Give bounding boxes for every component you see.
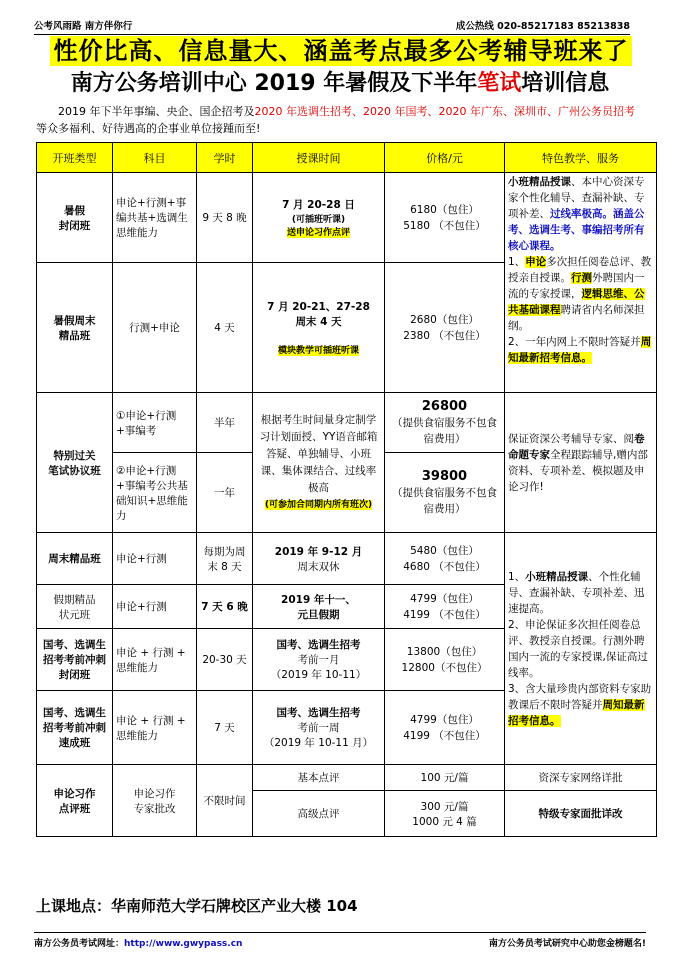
cell-time <box>253 393 385 533</box>
col-header-feature: 特色教学、服务 <box>505 143 657 173</box>
table-row <box>37 533 657 585</box>
cell-subject: ①申论+行测+事编考 <box>113 393 197 453</box>
feature-text: 周知最新招考信息。 <box>508 698 645 727</box>
col-header-price: 价格/元 <box>385 143 505 173</box>
time-highlight: (可参加合同期内所有班次) <box>264 499 373 510</box>
cell-price <box>385 629 505 691</box>
cell-time <box>253 585 385 629</box>
cell-feature-1 <box>505 173 657 393</box>
cell-time <box>253 629 385 691</box>
time-line: 国考、选调生招考 <box>276 707 361 719</box>
cell-feature-3 <box>505 533 657 765</box>
time-line: 元旦假期 <box>297 608 340 621</box>
time-line: （2019 年 10-11 月） <box>263 737 374 749</box>
feature-text: 2、申论保证多次担任阅卷总评、教授亲自授课。行测外聘国内一流的专家授课,保证高过线率。 <box>508 618 648 679</box>
title-pre: 南方公务培训中心 2019 年暑假及下半年 <box>70 71 478 96</box>
price-line: 4199 （不包住） <box>403 608 486 621</box>
time-line: 周末双休 <box>297 560 340 573</box>
price-line: 5480（包住） <box>410 544 479 557</box>
time-line: 考前一周 <box>297 722 340 734</box>
course-table <box>36 142 657 837</box>
cell-feature-2 <box>505 393 657 533</box>
feature-text: 逻辑思维、公共基础课程 <box>508 288 645 316</box>
intro-c: 等众多福利、好待遇高的企事业单位接踵而至! <box>36 122 261 135</box>
cell-subject: 申论习作 专家批改 <box>113 765 197 837</box>
cell-feature: 特级专家面批详改 <box>505 791 657 837</box>
price-line: 4799（包住） <box>410 713 479 726</box>
cell-subject: ②申论+行测+事编考公共基础知识+思维能力 <box>113 453 197 533</box>
cell-hours: 一年 <box>197 453 253 533</box>
table-row <box>37 173 657 263</box>
cell-type: 暑假 封闭班 <box>37 173 113 263</box>
time-line: 国考、选调生招考 <box>276 639 361 651</box>
feature-text: 保证资深公考辅导专家、阅 <box>508 432 634 445</box>
page-title <box>40 69 640 99</box>
price-line: 5180 （不包住） <box>403 219 486 232</box>
cell-price <box>385 691 505 765</box>
table-row <box>37 393 657 453</box>
cell-time <box>253 173 385 263</box>
feature-text: 3、含大量珍贵内部资料专家助教课后不限时答疑并 <box>508 682 652 711</box>
cell-hours: 9 天 8 晚 <box>197 173 253 263</box>
time-line: （2019 年 10-11） <box>270 669 367 681</box>
col-header-type: 开班类型 <box>37 143 113 173</box>
intro-a: 2019 年下半年事编、央企、国企招考及 <box>58 105 255 118</box>
time-line: 考前一月 <box>297 654 340 666</box>
header-left: 公考风雨路 南方伴你行 <box>34 21 133 32</box>
intro-text <box>36 103 644 137</box>
cell-subject: 申论+行测 <box>113 585 197 629</box>
time-line: 7 月 20-28 日 <box>282 199 355 211</box>
cell-price <box>385 173 505 263</box>
table-row <box>37 765 657 791</box>
feature-text: 行测 <box>571 272 592 284</box>
price-line: 2680（包住） <box>410 313 479 326</box>
price-line: 12800（不包住） <box>401 661 488 674</box>
time-line: 根据考生时间量身定制学习计划面授、YY语音邮箱答疑、单独辅导、小班课、集体课结合、过线率极高 <box>259 413 378 494</box>
cell-subject: 申论+行测 <box>113 533 197 585</box>
cell-type: 假期精品 状元班 <box>37 585 113 629</box>
page-footer <box>34 932 646 949</box>
class-location: 上课地点：华南师范大学石牌校区产业大楼 104 <box>36 897 358 915</box>
price-big: 39800 <box>421 468 468 484</box>
feature-text: 聘请省内名师深担纲。 <box>508 304 645 332</box>
cell-time <box>253 691 385 765</box>
time-line: 周末 4 天 <box>295 316 342 328</box>
feature-text: 外聘国内一流的专家授课， <box>508 272 645 300</box>
cell-hours: 7 天 <box>197 691 253 765</box>
time-highlight: 送申论习作点评 <box>286 228 350 238</box>
cell-price: 100 元/篇 <box>385 765 505 791</box>
time-highlight: 模块教学可插班听课 <box>277 346 359 356</box>
feature-text: 2、一年内网上不限时答疑并 <box>508 336 641 348</box>
cell-type: 国考、选调生招考考前冲刺封闭班 <box>37 629 113 691</box>
cell-price <box>385 585 505 629</box>
banner: 性价比高、信息量大、涵盖考点最多公考辅导班来了 <box>50 36 632 66</box>
price-big: 26800 <box>421 398 468 414</box>
feature-text: 全程跟踪辅导,赠内部资料、专项补差、模拟题及申论习作! <box>508 448 648 493</box>
col-header-hours: 学时 <box>197 143 253 173</box>
feature-text: 过线率极高。 <box>550 208 613 220</box>
cell-hours: 半年 <box>197 393 253 453</box>
feature-text: 、本中心资深专家个性化辅导、查漏补缺、专项补差、 <box>508 176 645 220</box>
time-line: 7 月 20-21、27-28 <box>267 301 370 313</box>
feature-text: 1、 <box>508 570 526 583</box>
cell-price <box>385 393 505 453</box>
cell-feature: 资深专家网络详批 <box>505 765 657 791</box>
cell-hours: 7 天 6 晚 <box>197 585 253 629</box>
cell-hours: 每期为周末 8 天 <box>197 533 253 585</box>
footer-label: 南方公务员考试网址： <box>34 939 125 949</box>
feature-text: 小班精品授课 <box>508 176 571 188</box>
feature-text: 、个性化辅导、查漏补缺、专项补差、迅速提高。 <box>508 570 645 615</box>
cell-hours: 20-30 天 <box>197 629 253 691</box>
cell-subject: 申论 + 行测 + 思维能力 <box>113 691 197 765</box>
price-line: 300 元/篇 <box>420 800 469 813</box>
price-line: 4199 （不包住） <box>403 729 486 742</box>
feature-text: 卷命题专家 <box>508 432 645 461</box>
feature-text: 申论 <box>525 256 547 268</box>
title-red: 笔试 <box>477 71 522 96</box>
cell-subject: 申论+行测+事编共基+选调生思维能力 <box>113 173 197 263</box>
footer-url-link[interactable]: http://www.gwypass.cn <box>124 939 243 949</box>
time-line: 2019 年十一、 <box>281 593 356 606</box>
time-line: 2019 年 9-12 月 <box>274 545 363 558</box>
cell-hours: 不限时间 <box>197 765 253 837</box>
cell-time <box>253 263 385 393</box>
cell-price <box>385 791 505 837</box>
cell-time: 基本点评 <box>253 765 385 791</box>
price-line: 4680 （不包住） <box>403 560 486 573</box>
cell-type: 特别过关 笔试协议班 <box>37 393 113 533</box>
cell-type: 申论习作 点评班 <box>37 765 113 837</box>
feature-text: 小班精品授课 <box>525 570 589 583</box>
price-line: 1000 元 4 篇 <box>412 815 477 828</box>
price-note: （提供食宿服务不包食宿费用） <box>392 486 497 515</box>
feature-text: 1、 <box>508 256 526 268</box>
price-line: 2380 （不包住） <box>403 329 486 342</box>
cell-time: 高级点评 <box>253 791 385 837</box>
footer-right: 南方公务员考试研究中心助您金榜题名! <box>488 939 646 949</box>
cell-price <box>385 263 505 393</box>
cell-subject: 申论 + 行测 + 思维能力 <box>113 629 197 691</box>
page-header <box>34 16 630 35</box>
cell-time <box>253 533 385 585</box>
cell-price <box>385 533 505 585</box>
price-line: 4799（包住） <box>410 592 479 605</box>
col-header-time: 授课时间 <box>253 143 385 173</box>
time-line: (可插班听课) <box>291 215 346 225</box>
title-post: 培训信息 <box>521 71 610 96</box>
cell-subject: 行测+申论 <box>113 263 197 393</box>
price-line: 13800（包住） <box>406 645 483 658</box>
cell-type: 国考、选调生招考考前冲刺速成班 <box>37 691 113 765</box>
cell-price <box>385 453 505 533</box>
feature-text: 周知最新招考信息。 <box>508 336 652 364</box>
cell-type: 暑假周末 精品班 <box>37 263 113 393</box>
price-note: （提供食宿服务不包食宿费用） <box>392 416 497 445</box>
cell-type: 周末精品班 <box>37 533 113 585</box>
feature-text: 多次担任阅卷总评、教授亲自授课。 <box>508 256 652 284</box>
header-right: 成公热线 020-85217183 85213838 <box>455 21 630 32</box>
col-header-subject: 科目 <box>113 143 197 173</box>
feature-text: 涵盖公考、选调生考、事编招考所有核心课程。 <box>508 208 645 252</box>
intro-b: 2020 年选调生招考、2020 年国考、2020 年广东、深圳市、广州公务员招考 <box>254 105 635 118</box>
price-line: 6180（包住） <box>410 203 479 216</box>
cell-hours: 4 天 <box>197 263 253 393</box>
